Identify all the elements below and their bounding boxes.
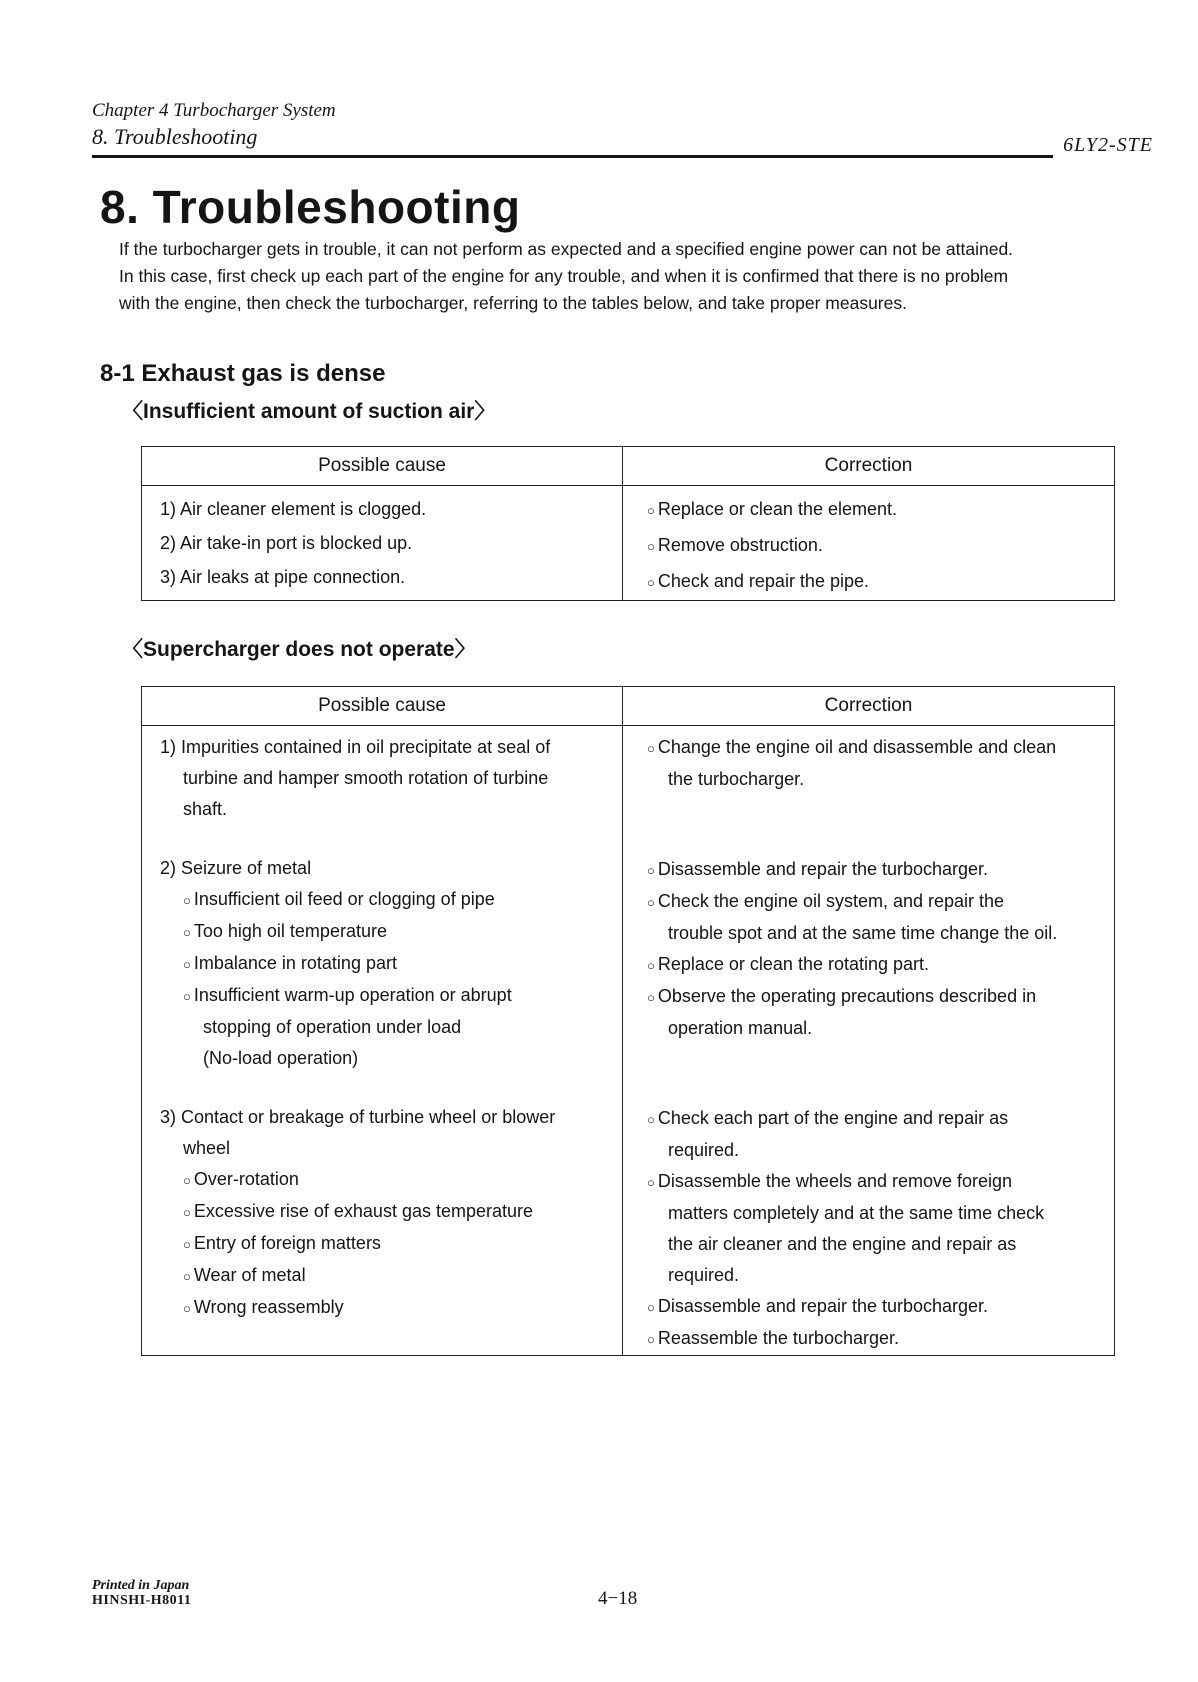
bullet-icon: ○ (183, 1269, 191, 1284)
table-supercharger (141, 686, 1115, 1356)
subheading-suction-air: 〈Insufficient amount of suction air〉 (122, 400, 496, 423)
cause-text: 2) Air take-in port is blocked up. (160, 533, 413, 553)
correction-text: Change the engine oil and disassemble and clean (657, 737, 1057, 757)
col-header-correction: Correction (623, 447, 1115, 486)
bullet-icon: ○ (647, 990, 655, 1005)
bullet-icon: ○ (647, 1175, 655, 1190)
footer-code: HINSHI-H8011 (92, 1593, 192, 1608)
correction-text: Disassemble and repair the turbocharger. (657, 1296, 989, 1316)
correction-text: operation manual. (668, 1018, 813, 1038)
bullet-icon: ○ (183, 925, 191, 940)
col-header-cause: Possible cause (142, 447, 623, 486)
bullet-icon: ○ (647, 958, 655, 973)
correction-text: Replace or clean the rotating part. (657, 954, 930, 974)
cause-text: 2) Seizure of metal (160, 858, 312, 878)
cause-text: 1) Air cleaner element is clogged. (160, 499, 427, 519)
cause-item: stopping of operation under load (203, 1017, 462, 1037)
bullet-icon: ○ (183, 1301, 191, 1316)
intro-paragraph (119, 236, 1169, 317)
bullet-icon: ○ (183, 989, 191, 1004)
table-suction-air (141, 446, 1115, 601)
bullet-icon: ○ (183, 957, 191, 972)
footer-printed: Printed in Japan (92, 1578, 190, 1593)
header-rule (92, 155, 1053, 158)
bullet-icon: ○ (183, 1237, 191, 1252)
cause-text: turbine and hamper smooth rotation of turbine (183, 768, 549, 788)
intro-line: If the turbocharger gets in trouble, it can not perform as expected and a specified engine power can not be attained. (119, 239, 1014, 259)
bullet-icon: ○ (183, 893, 191, 908)
bullet-icon: ○ (647, 539, 655, 554)
section-heading: 8-1 Exhaust gas is dense (100, 360, 386, 387)
cause-item: Over-rotation (193, 1169, 299, 1189)
cause-item: Entry of foreign matters (193, 1233, 381, 1253)
page-number: 4−18 (598, 1588, 638, 1609)
correction-text: required. (668, 1140, 740, 1160)
cause-item: Excessive rise of exhaust gas temperature (193, 1201, 534, 1221)
correction-text: the air cleaner and the engine and repair as (668, 1234, 1017, 1254)
correction-text: Check each part of the engine and repair as (657, 1108, 1009, 1128)
correction-text: the turbocharger. (668, 769, 805, 789)
cause-item: (No-load operation) (203, 1048, 359, 1068)
cause-item: Imbalance in rotating part (193, 953, 397, 973)
header-model: 6LY2-STE (1063, 134, 1153, 156)
correction-text: required. (668, 1265, 740, 1285)
cause-item: Insufficient warm-up operation or abrupt (193, 985, 512, 1005)
footer-print-info (92, 1578, 191, 1608)
cause-text: 3) Air leaks at pipe connection. (160, 567, 406, 587)
col-header-correction: Correction (623, 687, 1115, 726)
page-title: 8. Troubleshooting (100, 181, 521, 233)
intro-line: In this case, first check up each part of the engine for any trouble, and when it is confirmed that there is no problem (119, 266, 1009, 286)
bullet-icon: ○ (647, 1112, 655, 1127)
bullet-icon: ○ (647, 575, 655, 590)
correction-text: Observe the operating precautions described in (657, 986, 1037, 1006)
cause-text: 1) Impurities contained in oil precipitate at seal of (160, 737, 551, 757)
cause-text: wheel (183, 1138, 231, 1158)
intro-line: with the engine, then check the turbocharger, referring to the tables below, and take proper measures. (119, 293, 907, 313)
header-chapter: Chapter 4 Turbocharger System (92, 100, 336, 121)
bullet-icon: ○ (183, 1173, 191, 1188)
table-row (142, 486, 1115, 601)
correction-text: Check and repair the pipe. (657, 571, 869, 591)
bullet-icon: ○ (647, 1300, 655, 1315)
bullet-icon: ○ (647, 863, 655, 878)
bullet-icon: ○ (647, 895, 655, 910)
correction-text: Check the engine oil system, and repair the (657, 891, 1005, 911)
correction-text: Remove obstruction. (657, 535, 823, 555)
correction-text: Replace or clean the element. (657, 499, 898, 519)
col-header-cause: Possible cause (142, 687, 623, 726)
cause-item: Wrong reassembly (193, 1297, 344, 1317)
subheading-supercharger: 〈Supercharger does not operate〉 (122, 638, 476, 661)
cause-text: shaft. (183, 799, 228, 819)
cause-item: Too high oil temperature (193, 921, 387, 941)
cause-item: Wear of metal (193, 1265, 306, 1285)
bullet-icon: ○ (647, 1332, 655, 1347)
correction-text: trouble spot and at the same time change the oil. (668, 923, 1058, 943)
correction-text: Disassemble and repair the turbocharger. (657, 859, 989, 879)
cause-item: Insufficient oil feed or clogging of pipe (193, 889, 495, 909)
bullet-icon: ○ (647, 741, 655, 756)
correction-text: matters completely and at the same time check (668, 1203, 1045, 1223)
bullet-icon: ○ (647, 503, 655, 518)
correction-text: Reassemble the turbocharger. (657, 1328, 899, 1348)
cause-text: 3) Contact or breakage of turbine wheel or blower (160, 1107, 556, 1127)
header-section: 8. Troubleshooting (92, 124, 258, 149)
correction-text: Disassemble the wheels and remove foreign (657, 1171, 1013, 1191)
bullet-icon: ○ (183, 1205, 191, 1220)
table-row (142, 726, 1115, 1356)
